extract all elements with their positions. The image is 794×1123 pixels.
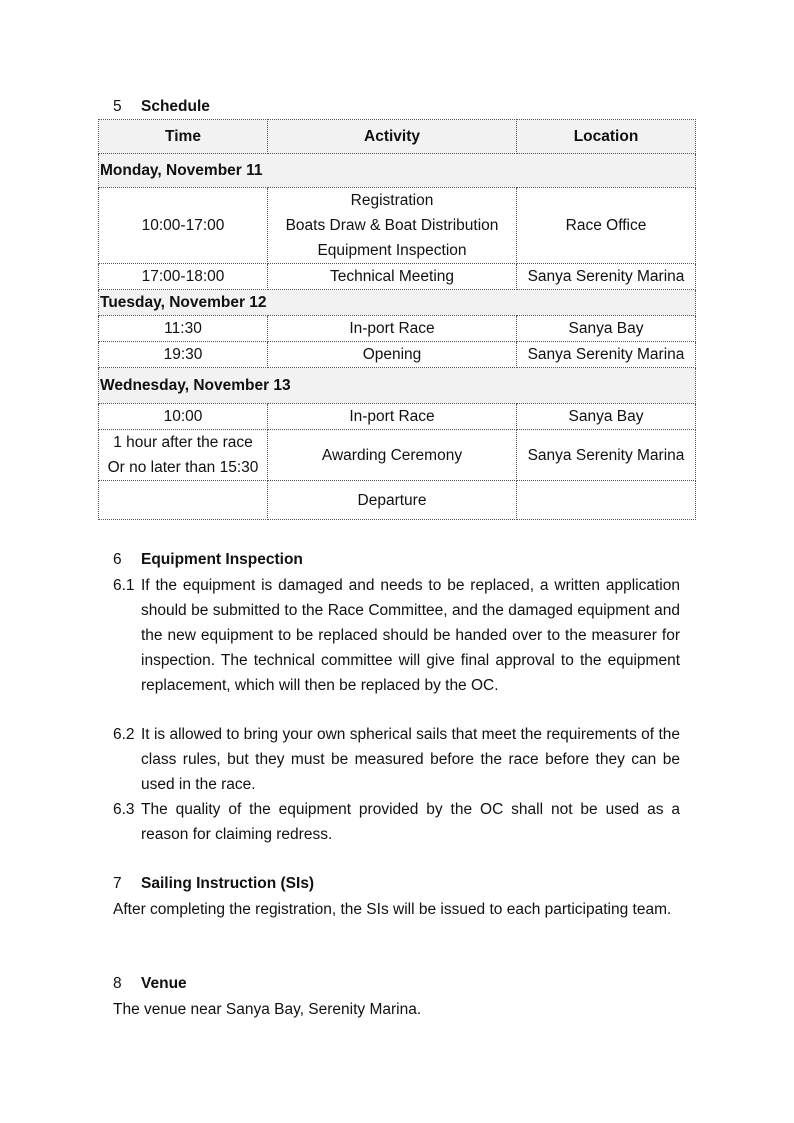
location-cell: Sanya Serenity Marina <box>517 430 696 481</box>
item-number: 6.1 <box>113 577 135 594</box>
section-title: Sailing Instruction (SIs) <box>141 875 315 892</box>
table-row <box>99 316 696 342</box>
section-title: Venue <box>141 975 187 992</box>
activity-cell: Departure <box>268 481 517 520</box>
item-text: If the equipment is damaged and needs to be replaced, a written application should be submitted to the Race Committee, and the damaged equipment and the new equipment to be replaced should be handed over to the measurer for inspection. The technical committee will give final approval to the equipment replacement, which will then be replaced by the OC. <box>141 577 680 694</box>
header-activity: Activity <box>268 120 517 154</box>
item-text: It is allowed to bring your own spherical sails that meet the requirements of the class rules, but they must be measured before the race before they can be used in the race. <box>141 726 680 793</box>
time-text: 1 hour after the race <box>113 434 253 451</box>
time-cell: 11:30 <box>99 316 268 342</box>
schedule-table <box>98 119 696 520</box>
list-item <box>113 797 680 847</box>
activity-text: Registration <box>350 192 434 209</box>
section-6-heading <box>113 551 303 569</box>
location-cell: Sanya Serenity Marina <box>517 264 696 290</box>
table-row <box>99 430 696 481</box>
section-5-heading <box>113 98 210 116</box>
list-item <box>113 573 680 698</box>
section-title: Schedule <box>141 98 210 115</box>
section-number: 5 <box>113 98 122 115</box>
section-8-text: The venue near Sanya Bay, Serenity Marina. <box>113 1001 422 1018</box>
location-cell: Sanya Bay <box>517 404 696 430</box>
time-cell <box>99 188 268 264</box>
day-label: Wednesday, November 13 <box>99 368 696 404</box>
table-row <box>99 188 696 264</box>
table-row <box>99 264 696 290</box>
activity-cell: Technical Meeting <box>268 264 517 290</box>
location-cell: Race Office <box>517 188 696 264</box>
location-cell: Sanya Bay <box>517 316 696 342</box>
activity-text: Equipment Inspection <box>317 242 467 259</box>
section-number: 8 <box>113 975 122 992</box>
table-row <box>99 481 696 520</box>
section-7-text: After completing the registration, the SIs will be issued to each participating team. <box>113 901 672 918</box>
table-row <box>99 342 696 368</box>
time-text: 10:00-17:00 <box>141 217 225 234</box>
item-number: 6.3 <box>113 801 135 818</box>
activity-cell <box>268 188 517 264</box>
section-7-heading <box>113 875 314 893</box>
section-8-heading <box>113 975 187 993</box>
list-item <box>113 722 680 797</box>
location-cell: Sanya Serenity Marina <box>517 342 696 368</box>
section-number: 7 <box>113 875 122 892</box>
activity-text: Boats Draw & Boat Distribution <box>285 217 499 234</box>
header-time: Time <box>99 120 268 154</box>
activity-cell: Opening <box>268 342 517 368</box>
time-text: Or no later than 15:30 <box>107 459 259 476</box>
header-location: Location <box>517 120 696 154</box>
section-title: Equipment Inspection <box>141 551 303 568</box>
day-row <box>99 368 696 404</box>
activity-cell: In-port Race <box>268 316 517 342</box>
day-label: Tuesday, November 12 <box>99 290 696 316</box>
activity-cell: Awarding Ceremony <box>268 430 517 481</box>
day-row <box>99 290 696 316</box>
day-label: Monday, November 11 <box>99 154 696 188</box>
item-text: The quality of the equipment provided by the OC shall not be used as a reason for claiming redress. <box>141 801 680 843</box>
time-cell <box>99 430 268 481</box>
table-row <box>99 404 696 430</box>
time-cell: 17:00-18:00 <box>99 264 268 290</box>
activity-cell: In-port Race <box>268 404 517 430</box>
time-cell: 10:00 <box>99 404 268 430</box>
time-cell <box>99 481 268 520</box>
day-row <box>99 154 696 188</box>
time-cell: 19:30 <box>99 342 268 368</box>
location-cell <box>517 481 696 520</box>
item-number: 6.2 <box>113 726 135 743</box>
table-header-row <box>99 120 696 154</box>
section-number: 6 <box>113 551 122 568</box>
